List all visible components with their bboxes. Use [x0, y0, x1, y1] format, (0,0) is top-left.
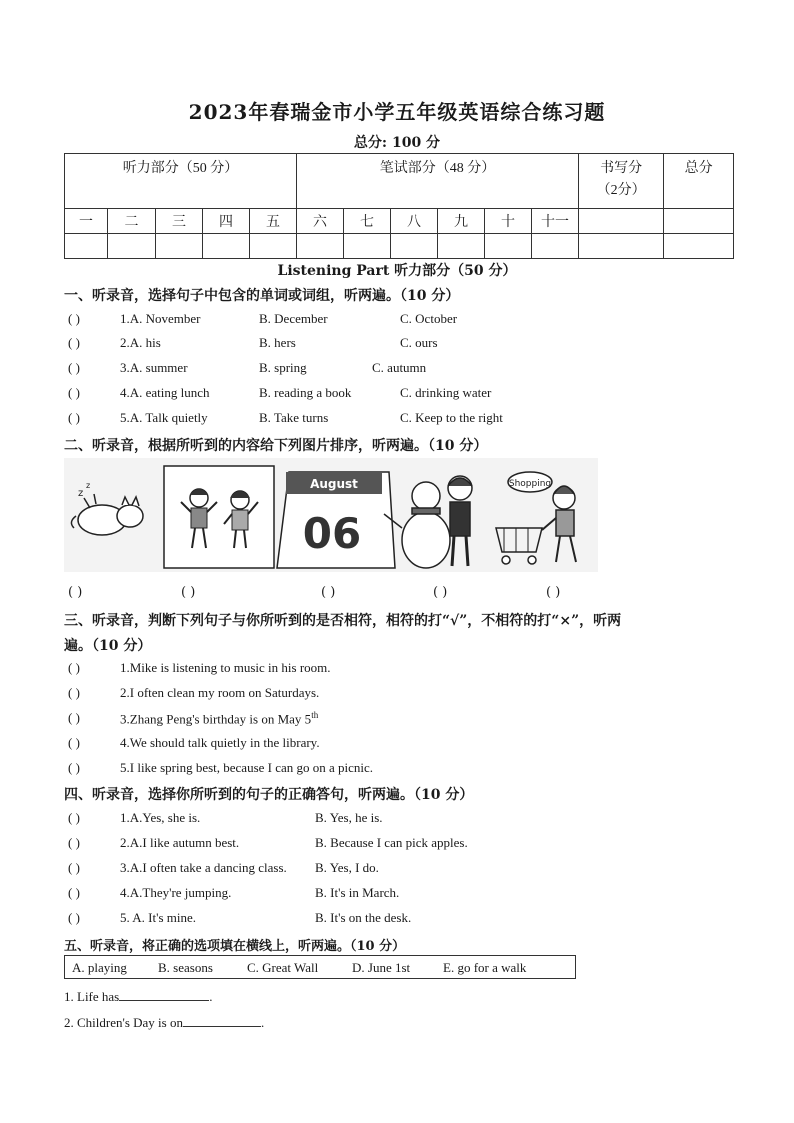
- answer-paren: ( ): [68, 360, 80, 375]
- ordinal-suffix: th: [311, 710, 319, 720]
- col-label: 五: [250, 209, 297, 234]
- statement-text: 4.We should talk quietly in the library.: [120, 735, 320, 750]
- col-label: 四: [203, 209, 250, 234]
- option-c: C. drinking water: [400, 385, 492, 400]
- total-header: 总分: [664, 154, 734, 209]
- shopping-bubble: Shopping: [508, 479, 552, 489]
- fill-text: 2. Children's Day is on: [64, 1015, 183, 1030]
- score-cell: [438, 234, 485, 259]
- col-label: 一: [65, 209, 108, 234]
- score-cell: [108, 234, 156, 259]
- option-a: 1.A.Yes, she is.: [120, 810, 201, 825]
- score-cell: [579, 234, 664, 259]
- col-label: 三: [156, 209, 203, 234]
- option-a: 5.A. Talk quietly: [120, 410, 208, 425]
- answer-paren: ( ): [68, 660, 80, 675]
- total-score-cell: [664, 209, 734, 234]
- answer-blank[interactable]: [183, 1012, 261, 1027]
- answer-paren: ( ): [68, 311, 80, 326]
- word-bank-option: E. go for a walk: [443, 960, 527, 975]
- word-bank-option: A. playing: [72, 960, 127, 975]
- score-cell: [65, 234, 108, 259]
- picture-strip: [64, 458, 598, 572]
- score-cell: [344, 234, 391, 259]
- score-table: [64, 153, 734, 259]
- fill-blank-1: [64, 986, 212, 1005]
- option-b: B. Take turns: [259, 410, 329, 425]
- total-score: 总分: 100 分: [353, 135, 441, 151]
- calendar-picture: [277, 472, 395, 568]
- q1-title: 一、听录音，选择句子中包含的单词或词组，听两遍。（10 分）: [64, 288, 460, 304]
- word-bank-box: [64, 955, 576, 979]
- score-cell: [203, 234, 250, 259]
- page-title: 2023年春瑞金市小学五年级英语综合练习题: [188, 100, 606, 124]
- col-label: 九: [438, 209, 485, 234]
- picture-order-paren: ( ): [433, 585, 448, 600]
- statement-text: 5.I like spring best, because I can go on a picnic.: [120, 760, 374, 775]
- answer-paren: ( ): [68, 835, 80, 850]
- q2-title: 二、听录音，根据所听到的内容给下列图片排序，听两遍。（10 分）: [64, 438, 488, 454]
- option-c: C. ours: [400, 335, 438, 350]
- svg-text:z: z: [86, 481, 91, 490]
- score-cell: [485, 234, 532, 259]
- answer-blank[interactable]: [119, 986, 209, 1001]
- option-a: 1.A. November: [120, 311, 201, 326]
- option-b: B. It's on the desk.: [315, 910, 412, 925]
- statement-text: 2.I often clean my room on Saturdays.: [120, 685, 320, 700]
- option-b: B. spring: [259, 360, 307, 375]
- option-c: C. October: [400, 311, 458, 326]
- score-cell: [250, 234, 297, 259]
- option-a: 4.A. eating lunch: [120, 385, 210, 400]
- option-c: C. autumn: [372, 360, 427, 375]
- score-cell: [532, 234, 579, 259]
- answer-paren: ( ): [68, 335, 80, 350]
- score-cell: [391, 234, 438, 259]
- word-bank-option: B. seasons: [158, 960, 213, 975]
- answer-paren: ( ): [68, 385, 80, 400]
- writing-header: [579, 154, 664, 209]
- statement-text: [120, 710, 318, 727]
- option-b: B. It's in March.: [315, 885, 400, 900]
- option-b: B. December: [259, 311, 328, 326]
- col-label: 二: [108, 209, 156, 234]
- answer-paren: ( ): [68, 685, 80, 700]
- fill-text: 1. Life has: [64, 989, 120, 1004]
- written-header: 笔试部分（48 分）: [297, 154, 579, 209]
- writing-score-cell: [579, 209, 664, 234]
- answer-paren: ( ): [68, 760, 80, 775]
- writing-header-line2: （2分）: [596, 183, 646, 198]
- word-bank-option: D. June 1st: [352, 960, 411, 975]
- picture-order-paren: ( ): [321, 585, 336, 600]
- col-label: 八: [391, 209, 438, 234]
- col-label: 十: [485, 209, 532, 234]
- col-label: 十一: [532, 209, 579, 234]
- col-label: 六: [297, 209, 344, 234]
- option-a: 2.A.I like autumn best.: [120, 835, 240, 850]
- option-b: B. Yes, I do.: [315, 860, 379, 875]
- option-a: 2.A. his: [120, 335, 161, 350]
- listening-part-caption: Listening Part 听力部分（50 分）: [277, 263, 517, 279]
- option-b: B. Yes, he is.: [315, 810, 383, 825]
- exercising-kids-picture: [164, 466, 274, 568]
- picture-order-paren: ( ): [181, 585, 196, 600]
- option-a: 3.A.I often take a dancing class.: [120, 860, 287, 875]
- option-b: B. reading a book: [259, 385, 352, 400]
- calendar-day: 06: [302, 509, 362, 558]
- score-cell: [297, 234, 344, 259]
- q4-title: 四、听录音，选择你所听到的句子的正确答句，听两遍。（10 分）: [64, 787, 474, 803]
- q3-title-line1: 三、听录音，判断下列句子与你所听到的是否相符，相符的打“√”，不相符的打“×”，听两: [64, 613, 622, 629]
- option-b: B. Because I can pick apples.: [315, 835, 468, 850]
- answer-paren: ( ): [68, 885, 80, 900]
- answer-paren: ( ): [68, 735, 80, 750]
- col-label: 七: [344, 209, 391, 234]
- answer-paren: ( ): [68, 860, 80, 875]
- fill-end: .: [260, 1015, 265, 1030]
- score-cell: [664, 234, 734, 259]
- listening-header: 听力部分（50 分）: [65, 154, 297, 209]
- answer-paren: ( ): [68, 410, 80, 425]
- statement-text: 1.Mike is listening to music in his room.: [120, 660, 331, 675]
- fill-blank-2: [64, 1012, 264, 1031]
- calendar-month: August: [310, 477, 358, 491]
- fill-end: .: [209, 989, 213, 1004]
- picture-order-paren: ( ): [68, 585, 83, 600]
- option-a: 4.A.They're jumping.: [120, 885, 232, 900]
- answer-paren: ( ): [68, 910, 80, 925]
- answer-paren: ( ): [68, 710, 80, 725]
- statement-main: 3.Zhang Peng's birthday is on May 5: [120, 711, 312, 727]
- option-c: C. Keep to the right: [400, 410, 503, 425]
- svg-text:z: z: [78, 488, 84, 499]
- answer-paren: ( ): [68, 810, 80, 825]
- option-b: B. hers: [259, 335, 296, 350]
- q5-title: 五、听录音，将正确的选项填在横线上，听两遍。（10 分）: [64, 939, 406, 954]
- q3-title-line2: 遍。（10 分）: [64, 638, 152, 654]
- picture-order-paren: ( ): [546, 585, 561, 600]
- option-a: 3.A. summer: [120, 360, 188, 375]
- score-cell: [156, 234, 203, 259]
- word-bank-option: C. Great Wall: [247, 960, 319, 975]
- writing-header-line1: 书写分: [600, 161, 643, 176]
- option-a: 5. A. It's mine.: [120, 910, 197, 925]
